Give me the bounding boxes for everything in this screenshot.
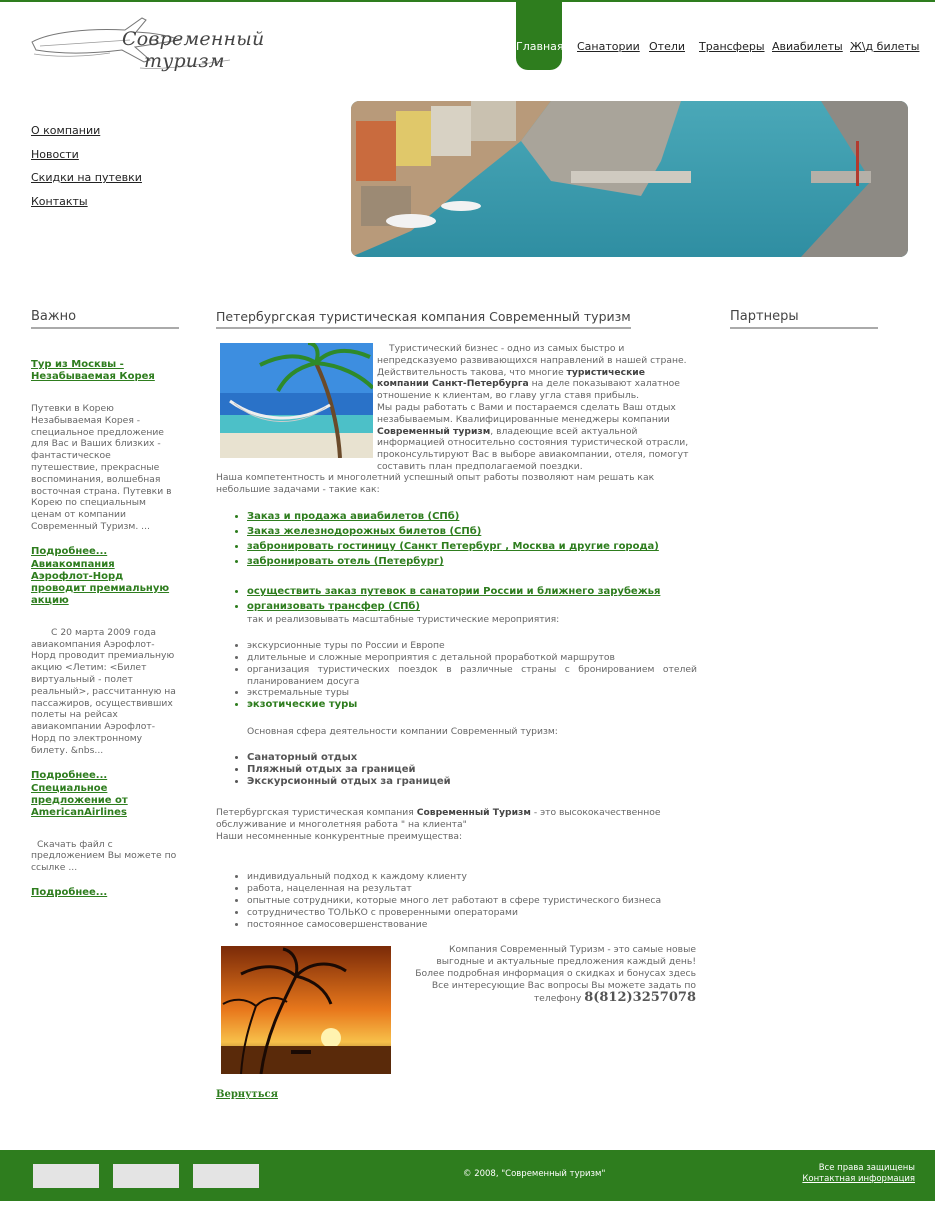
list-item: • организация туристических поездок в различные страны с бронированием отелей планированием досуга	[247, 664, 697, 688]
list-item	[247, 599, 697, 614]
menu-discounts[interactable]: Скидки на путевки	[31, 171, 142, 184]
list-item: • опытные сотрудники, которые много лет работают в сфере туристического бизнеса	[247, 895, 697, 907]
closing-paragraph: Компания Современный Туризм - это самые новые выгодные и актуальные предложения каждый день!Более подробная информация о скидках и бонусах здесь Все интересующие Вас вопросы Вы можете задать по телефону 8(812)3257078	[415, 944, 696, 1005]
exotic-tours: экзотические туры	[247, 699, 358, 711]
list-item: • Санаторный отдых	[247, 752, 697, 764]
services-list	[247, 509, 697, 569]
list-item	[247, 539, 697, 554]
menu-news[interactable]: Новости	[31, 147, 79, 161]
phone-number: 8(812)3257078	[584, 989, 696, 1005]
nav-transfers[interactable]: Трансферы	[699, 40, 765, 53]
service-link-air[interactable]: Заказ и продажа авиабилетов (СПб)	[247, 511, 460, 523]
news-aeroflot-title[interactable]: Авиакомпания Аэрофлот-Норд проводит премиальную акцию	[31, 558, 170, 606]
logo-line-1: Современный	[122, 28, 265, 50]
service-link-rail[interactable]: Заказ железнодорожных билетов (СПб)	[247, 526, 482, 538]
nav-train-tickets[interactable]: Ж\д билеты	[850, 40, 920, 53]
sunset-palm-image	[221, 946, 391, 1074]
service-link-hotel[interactable]: забронировать гостиницу (Санкт Петербург , Москва и другие города)	[247, 541, 659, 553]
large-events-text: так и реализовывать масштабные туристические мероприятия:	[247, 614, 560, 626]
hammock-beach-image	[220, 343, 373, 458]
partners-title: Партнеры	[730, 309, 878, 329]
list-item: • постоянное самосовершенствование	[247, 919, 697, 931]
services-list-2	[247, 584, 697, 614]
page-title: Петербургская туристическая компания Современный туризм	[216, 309, 631, 329]
list-item	[247, 524, 697, 539]
advantages-title: Наши несомненные конкурентные преимущества:	[216, 830, 463, 842]
intro-paragraph-2: Мы рады работать с Вами и постараемся сделать Ваш отдых незабываемым. Квалифицированные менеджеры компании Современный туризм, владеющие всей актуальной информацией относительно состояния туристической отрасли, проконсультируют Вас в выборе авиакомпании, отеля, помогут составить план предполагаемой поездки.	[377, 401, 689, 472]
advantages-list	[247, 871, 697, 930]
list-item	[247, 554, 697, 569]
important-title: Важно	[31, 309, 179, 329]
site-logo[interactable]	[30, 14, 265, 76]
footer-right	[802, 1163, 915, 1185]
nav-hotels[interactable]: Отели	[649, 40, 686, 53]
logo-line-2: туризм	[144, 50, 225, 72]
top-accent-line	[0, 0, 935, 2]
sphere-text: Основная сфера деятельности компании Современный туризм:	[247, 726, 558, 738]
list-item: • экстремальные туры	[247, 687, 697, 699]
nav-air-tickets[interactable]: Авиабилеты	[772, 40, 843, 53]
intro-paragraph: Туристический бизнес - одно из самых быстро и непредсказуемо развивающихся направлений в нашей стране. Действительность такова, что многие туристические компании Санкт-Петербурга на деле показывают халатное отношение к клиентам, во главу угла ставя прибыль.	[377, 343, 687, 402]
back-link[interactable]: Вернуться	[216, 1089, 278, 1101]
news-aa-title[interactable]: Специальное предложение от AmericanAirlines	[31, 782, 128, 818]
list-item	[247, 584, 697, 599]
important-column	[31, 309, 179, 898]
main-content	[216, 309, 697, 1100]
list-item: • сотрудничество ТОЛЬКО с проверенными операторами	[247, 907, 697, 919]
sphere-list	[247, 752, 697, 788]
list-item: • индивидуальный подход к каждому клиенту	[247, 871, 697, 883]
list-item: • экскурсионные туры по России и Европе	[247, 640, 697, 652]
footer-counter-3[interactable]	[193, 1164, 259, 1188]
menu-about[interactable]: О компании	[31, 124, 101, 137]
footer	[0, 1150, 935, 1201]
list-item	[247, 699, 697, 711]
events-list	[247, 640, 697, 699]
competence-paragraph: Наша компетентность и многолетний успешный опыт работы позволяют нам решать как небольшие задачами - такие как:	[216, 471, 655, 495]
list-item	[247, 509, 697, 524]
list-item: • длительные и сложные мероприятия с детальной проработкой маршрутов	[247, 652, 697, 664]
exotic-list	[247, 699, 697, 711]
footer-copyright: © 2008, "Современный туризм"	[463, 1169, 606, 1179]
news-aa-text: Скачать файл с предложением Вы можете по ссылке ...	[31, 838, 177, 874]
news-korea-title[interactable]: Тур из Москвы - Незабываемая Корея	[31, 359, 155, 382]
partners-column	[730, 309, 878, 329]
nav-main[interactable]: Главная	[516, 0, 562, 70]
list-item: • Пляжный отдых за границей	[247, 764, 697, 776]
harbor-banner-image	[351, 101, 908, 257]
news-korea-text: Путевки в Корею Незабываемая Корея - специальное предложение для Вас и Ваших близких - фантастическое путешествие, прекрасные воспоминания, волшебная восточная страна. Путевки в Корею по специальным ценам от компании Современный Туризм. ...	[31, 403, 172, 532]
left-menu	[31, 124, 142, 218]
news-aeroflot-text: С 20 марта 2009 года авиакомпания Аэрофлот-Норд проводит премиальную акцию <Летим: <Билет виртуальный - полет реальный>, рассчитанную на пассажиров, осуществивших полеты на рейсах авиакомпании Аэрофлот-Норд по электронному билету. &nbs...	[31, 626, 176, 756]
news-korea-more-link[interactable]: Подробнее...	[31, 545, 108, 557]
footer-rights: Все права защищены	[818, 1163, 915, 1173]
service-link-transfer[interactable]: организовать трансфер (СПб)	[247, 601, 420, 613]
footer-contact-link[interactable]: Контактная информация	[802, 1174, 915, 1184]
logo-text	[122, 28, 264, 72]
menu-contacts[interactable]: Контакты	[31, 194, 88, 208]
list-item: • работа, нацеленная на результат	[247, 883, 697, 895]
footer-counter-1[interactable]	[33, 1164, 99, 1188]
service-link-hotel-spb[interactable]: забронировать отель (Петербург)	[247, 556, 444, 568]
list-item: • Экскурсионный отдых за границей	[247, 776, 697, 788]
footer-counter-2[interactable]	[113, 1164, 179, 1188]
service-link-sanatorium[interactable]: осуществить заказ путевок в санатории России и ближнего зарубежья	[247, 586, 661, 598]
news-aa-more-link[interactable]: Подробнее...	[31, 886, 108, 898]
nav-sanatoriums[interactable]: Санатории	[577, 40, 640, 53]
quality-paragraph: Петербургская туристическая компания Современный Туризм - это высококачественное обслуживание и многолетняя работа " на клиента"	[216, 806, 661, 830]
news-aeroflot-more-link[interactable]: Подробнее...	[31, 769, 108, 781]
